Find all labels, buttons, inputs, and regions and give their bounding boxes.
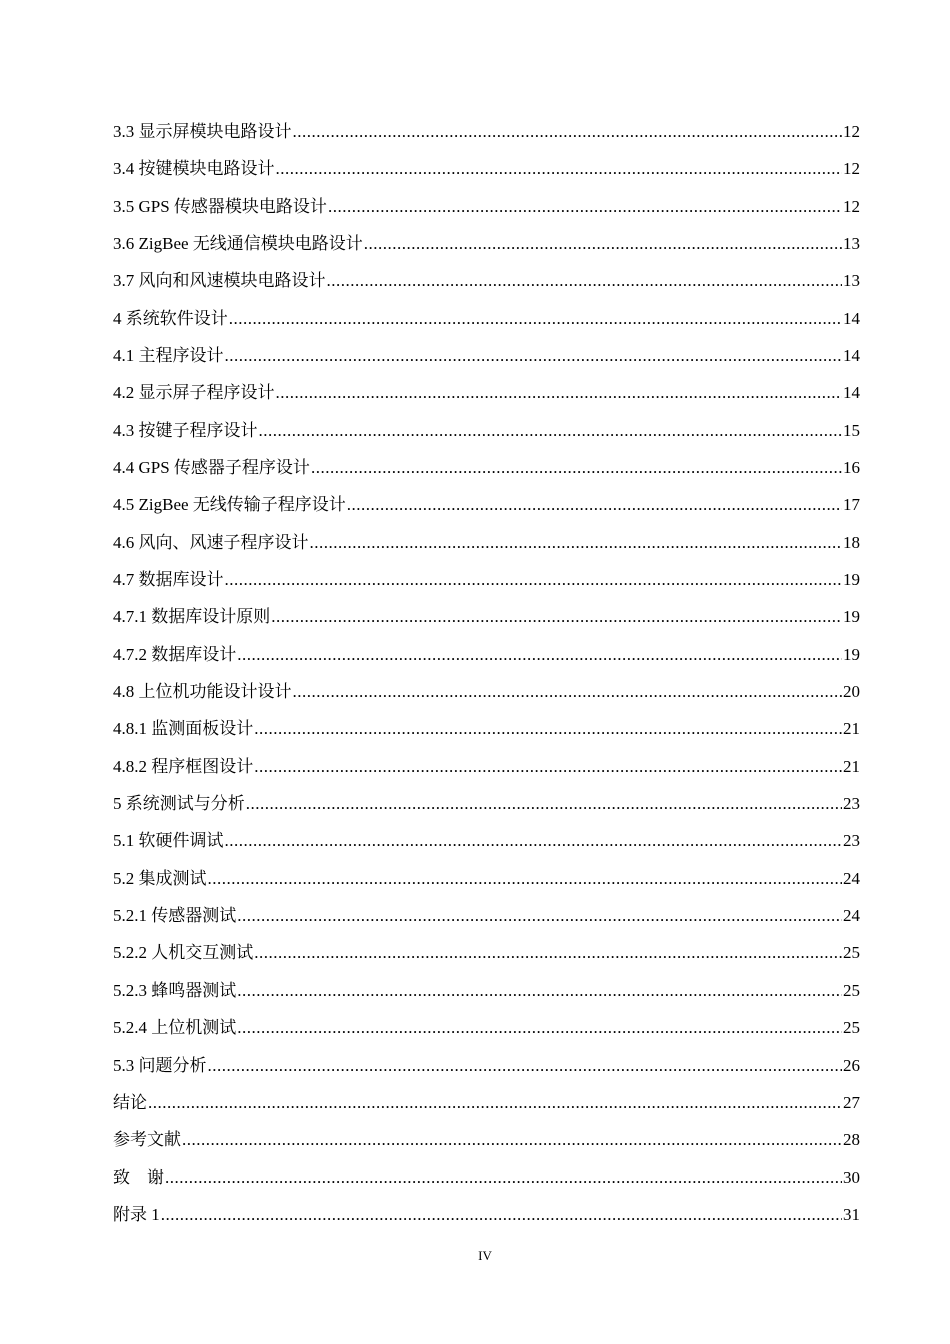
toc-entry-page: 18	[843, 532, 860, 552]
toc-entry-title: 5.2.3 蜂鸣器测试	[113, 980, 237, 1000]
toc-entry-title: 附录 1	[113, 1204, 160, 1224]
toc-entry[interactable]	[113, 457, 860, 479]
toc-entry-title: 4.8.2 程序框图设计	[113, 756, 254, 776]
toc-entry-page: 24	[843, 868, 860, 888]
toc-entry-title: 4.1 主程序设计	[113, 346, 224, 366]
dot-leader	[293, 681, 843, 703]
toc-entry-title: 4.4 GPS 传感器子程序设计	[113, 458, 310, 478]
toc-entry[interactable]	[113, 942, 860, 964]
toc-entry-page: 14	[843, 383, 860, 403]
toc-entry-title: 5.1 软硬件调试	[113, 831, 224, 851]
toc-entry[interactable]	[113, 868, 860, 890]
toc-entry[interactable]	[113, 494, 860, 516]
toc-entry-title: 5 系统测试与分析	[113, 794, 245, 814]
toc-entry-title: 4.7.2 数据库设计	[113, 644, 237, 664]
toc-entry[interactable]	[113, 718, 860, 740]
toc-entry-title: 4.6 风向、风速子程序设计	[113, 532, 309, 552]
dot-leader	[347, 494, 842, 516]
toc-entry-page: 12	[843, 122, 860, 141]
toc-entry[interactable]	[113, 644, 860, 666]
toc-entry-title: 5.2 集成测试	[113, 868, 207, 888]
toc-entry[interactable]	[113, 345, 860, 367]
toc-entry[interactable]	[113, 681, 860, 703]
toc-entry-title: 3.7 风向和风速模块电路设计	[113, 271, 326, 291]
toc-entry[interactable]	[113, 606, 860, 628]
toc-entry-title: 4.7 数据库设计	[113, 570, 224, 590]
toc-entry-page: 17	[843, 495, 860, 515]
toc-entry-page: 19	[843, 570, 860, 590]
toc-entry[interactable]	[113, 980, 860, 1002]
dot-leader	[229, 308, 842, 330]
dot-leader	[310, 532, 843, 554]
toc-entry[interactable]	[113, 270, 860, 292]
toc-entry[interactable]	[113, 1167, 860, 1189]
toc-entry-page: 25	[843, 943, 860, 963]
toc-entry[interactable]	[113, 158, 860, 180]
toc-entry-title: 5.3 问题分析	[113, 1055, 207, 1075]
dot-leader	[225, 345, 843, 367]
dot-leader	[237, 644, 842, 666]
dot-leader	[161, 1204, 842, 1226]
dot-leader	[182, 1129, 842, 1151]
dot-leader	[259, 420, 843, 442]
dot-leader	[148, 1092, 842, 1114]
toc-entry-title: 4.3 按键子程序设计	[113, 420, 258, 440]
toc-entry[interactable]	[113, 1017, 860, 1039]
toc-entry-page: 25	[843, 980, 860, 1000]
toc-entry[interactable]	[113, 793, 860, 815]
toc-entry[interactable]	[113, 420, 860, 442]
toc-entry[interactable]	[113, 1129, 860, 1151]
toc-entry[interactable]	[113, 196, 860, 218]
toc-entry-page: 23	[843, 794, 860, 814]
toc-entry-page: 12	[843, 159, 860, 179]
dot-leader	[254, 942, 842, 964]
toc-entry-title: 4.8 上位机功能设计设计	[113, 682, 292, 702]
toc-entry-page: 16	[843, 458, 860, 478]
toc-entry-title: 致 谢	[113, 1167, 164, 1187]
toc-entry-page: 15	[843, 420, 860, 440]
toc-entry-page: 21	[843, 756, 860, 776]
toc-entry-page: 14	[843, 346, 860, 366]
dot-leader	[311, 457, 842, 479]
toc-entry-title: 3.4 按键模块电路设计	[113, 159, 275, 179]
toc-entry-page: 12	[843, 196, 860, 216]
toc-entry-page: 20	[843, 682, 860, 702]
toc-entry-title: 4.8.1 监测面板设计	[113, 719, 254, 739]
toc-entry-page: 23	[843, 831, 860, 851]
dot-leader	[276, 158, 843, 180]
page-number: IV	[478, 1248, 492, 1263]
dot-leader	[208, 1055, 843, 1077]
toc-entry-title: 4.5 ZigBee 无线传输子程序设计	[113, 495, 346, 515]
dot-leader	[327, 270, 843, 292]
dot-leader	[328, 196, 842, 218]
toc-entry-page: 21	[843, 719, 860, 739]
dot-leader	[165, 1167, 842, 1189]
toc-entry[interactable]	[113, 121, 860, 143]
dot-leader	[254, 718, 842, 740]
toc-entry-title: 4.7.1 数据库设计原则	[113, 607, 271, 627]
dot-leader	[225, 569, 843, 591]
toc-entry[interactable]	[113, 1092, 860, 1114]
toc-entry-page: 27	[843, 1092, 860, 1112]
toc-entry-title: 3.5 GPS 传感器模块电路设计	[113, 196, 327, 216]
toc-entry[interactable]	[113, 308, 860, 330]
toc-entry-title: 4.2 显示屏子程序设计	[113, 383, 275, 403]
toc-entry-page: 13	[843, 234, 860, 254]
dot-leader	[237, 905, 842, 927]
toc-entry-page: 19	[843, 644, 860, 664]
toc-entry-title: 5.2.4 上位机测试	[113, 1018, 237, 1038]
toc-entry-title: 3.3 显示屏模块电路设计	[113, 122, 292, 141]
toc-entry[interactable]	[113, 905, 860, 927]
toc-entry-title: 4 系统软件设计	[113, 308, 228, 328]
toc-entry[interactable]	[113, 830, 860, 852]
toc-entry-page: 28	[843, 1130, 860, 1150]
dot-leader	[364, 233, 842, 255]
dot-leader	[254, 756, 842, 778]
dot-leader	[271, 606, 842, 628]
toc-entry-page: 14	[843, 308, 860, 328]
toc-entry-page: 31	[843, 1204, 860, 1224]
toc-entry-title: 结论	[113, 1092, 147, 1112]
toc-entry[interactable]	[113, 532, 860, 554]
toc-entry-page: 13	[843, 271, 860, 291]
toc-entry[interactable]	[113, 382, 860, 404]
dot-leader	[293, 121, 843, 143]
toc-entry[interactable]	[113, 756, 860, 778]
toc-entry-page: 26	[843, 1055, 860, 1075]
dot-leader	[237, 980, 842, 1002]
toc-entry-page: 25	[843, 1018, 860, 1038]
dot-leader	[276, 382, 843, 404]
dot-leader	[237, 1017, 842, 1039]
toc-entry-title: 参考文献	[113, 1130, 181, 1150]
toc-entry[interactable]	[113, 569, 860, 591]
toc-entry[interactable]	[113, 233, 860, 255]
dot-leader	[225, 830, 843, 852]
dot-leader	[208, 868, 843, 890]
toc-entry-page: 30	[843, 1167, 860, 1187]
toc-entry-title: 5.2.1 传感器测试	[113, 906, 237, 926]
dot-leader	[246, 793, 842, 815]
toc-entry-page: 19	[843, 607, 860, 627]
toc-entry-page: 24	[843, 906, 860, 926]
toc-entry-title: 5.2.2 人机交互测试	[113, 943, 254, 963]
toc-entry[interactable]	[113, 1055, 860, 1077]
toc-entry-title: 3.6 ZigBee 无线通信模块电路设计	[113, 234, 363, 254]
toc-entry[interactable]	[113, 1204, 860, 1226]
